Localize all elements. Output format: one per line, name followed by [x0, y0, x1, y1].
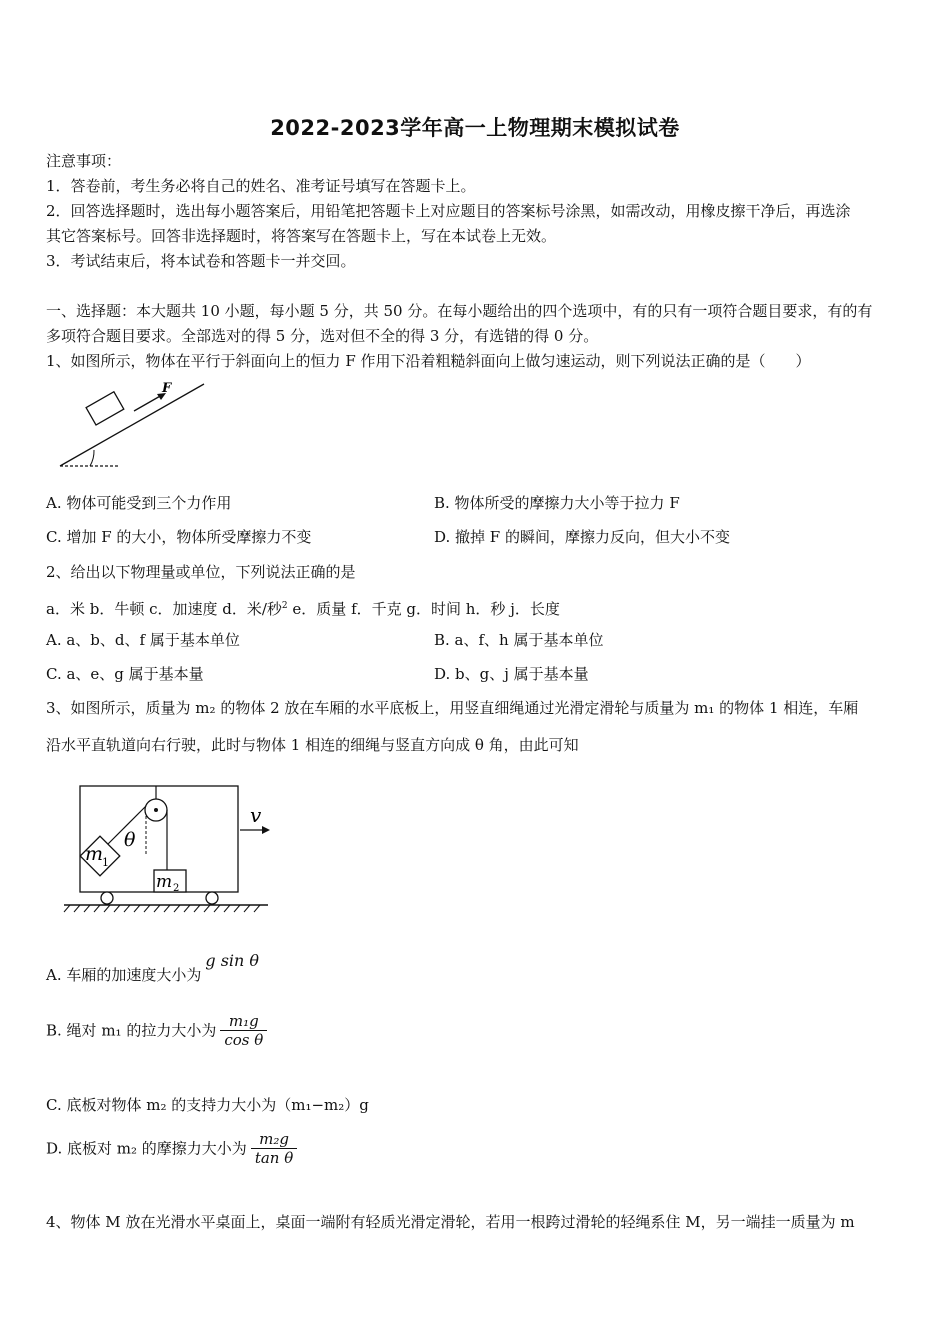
- q4-stem: 4、物体 M 放在光滑水平桌面上，桌面一端附有轻质光滑定滑轮，若用一根跨过滑轮的轻绳系住 M，另一端挂一质量为 m: [46, 1213, 855, 1231]
- q2-option-b[interactable]: B. a、f、h 属于基本单位: [434, 631, 604, 649]
- q3-option-d-fraction: [251, 1130, 297, 1167]
- section-intro-line1: 一、选择题：本大题共 10 小题，每小题 5 分，共 50 分。在每小题给出的四个选项中，有的只有一项符合题目要求，有的有: [46, 302, 873, 320]
- q2-items: [46, 595, 906, 620]
- incline-line: [60, 384, 204, 466]
- q3-stem-line1: 3、如图所示，质量为 m₂ 的物体 2 放在车厢的水平底板上，用竖直细绳通过光滑定滑轮与质量为 m₁ 的物体 1 相连，车厢: [46, 699, 859, 717]
- q2-option-d[interactable]: D. b、g、j 属于基本量: [434, 665, 589, 683]
- notice-heading: 注意事项：: [46, 152, 122, 170]
- m2-subscript: 2: [173, 883, 180, 894]
- q3-option-c[interactable]: C. 底板对物体 m₂ 的支持力大小为（m₁−m₂）g: [46, 1096, 369, 1114]
- q3-option-a-text: A. 车厢的加速度大小为: [46, 966, 202, 984]
- notice-item-3: 3．考试结束后，将本试卷和答题卡一并交回。: [46, 252, 356, 270]
- q2-option-a[interactable]: A. a、b、d、f 属于基本单位: [46, 631, 240, 649]
- q3-option-d[interactable]: [46, 1130, 297, 1167]
- notice-item-1: 1．答卷前，考生务必将自己的姓名、准考证号填写在答题卡上。: [46, 177, 476, 195]
- q3-option-d-numerator: m₂g: [251, 1130, 297, 1149]
- wheel-right: [206, 892, 218, 904]
- q1-option-c[interactable]: C. 增加 F 的大小，物体所受摩擦力不变: [46, 528, 312, 546]
- q3-option-b[interactable]: [46, 1012, 267, 1049]
- q3-option-b-text: B. 绳对 m₁ 的拉力大小为: [46, 1021, 217, 1040]
- q3-stem-line2: 沿水平直轨道向右行驶，此时与物体 1 相连的细绳与竖直方向成 θ 角，由此可知: [46, 736, 579, 754]
- q2-option-c[interactable]: C. a、e、g 属于基本量: [46, 665, 204, 683]
- m1-label: m: [85, 843, 104, 865]
- q3-option-a[interactable]: [46, 950, 259, 986]
- velocity-label: v: [250, 803, 262, 827]
- block-on-incline: [86, 392, 124, 425]
- q1-stem: 1、如图所示，物体在平行于斜面向上的恒力 F 作用下沿着粗糙斜面向上做匀速运动，则下列说法正确的是（ ）: [46, 352, 811, 370]
- q2-items-sup: 2: [281, 601, 288, 611]
- notice-item-2-cont: 其它答案标号。回答非选择题时，将答案写在答题卡上，写在本试卷上无效。: [46, 227, 557, 245]
- q3-option-b-numerator: m₁g: [220, 1012, 267, 1031]
- section-intro-line2: 多项符合题目要求。全部选对的得 5 分，选对但不全的得 3 分，有选错的得 0 分。: [46, 327, 599, 345]
- force-label: F: [162, 381, 172, 396]
- carriage-figure: [60, 782, 275, 914]
- q1-option-a[interactable]: A. 物体可能受到三个力作用: [46, 494, 232, 512]
- incline-figure: [56, 378, 211, 473]
- m1-subscript: 1: [102, 856, 109, 869]
- q2-stem: 2、给出以下物理量或单位，下列说法正确的是: [46, 563, 356, 581]
- ground-hatching: [64, 905, 260, 912]
- q1-option-b[interactable]: B. 物体所受的摩擦力大小等于拉力 F: [434, 494, 680, 512]
- page-title: 2022-2023学年高一上物理期末模拟试卷: [270, 116, 680, 140]
- theta-label: θ: [124, 829, 136, 851]
- q3-option-b-denominator: cos θ: [224, 1031, 264, 1049]
- notice-item-2: 2．回答选择题时，选出每小题答案后，用铅笔把答题卡上对应题目的答案标号涂黑，如需改动，用橡皮擦干净后，再选涂: [46, 202, 851, 220]
- q3-option-d-text: D. 底板对 m₂ 的摩擦力大小为: [46, 1139, 247, 1158]
- q3-option-b-fraction: [220, 1012, 267, 1049]
- wheel-left: [101, 892, 113, 904]
- q1-option-d[interactable]: D. 撤掉 F 的瞬间，摩擦力反向，但大小不变: [434, 528, 730, 546]
- q2-items-part1: a．米 b．牛顿 c．加速度 d．米/秒: [46, 600, 282, 618]
- force-arrow-line: [134, 395, 162, 411]
- q3-option-d-denominator: tan θ: [254, 1149, 294, 1167]
- q2-items-part2: e．质量 f．千克 g．时间 h．秒 j．长度: [287, 600, 560, 618]
- incline-angle-arc: [90, 450, 94, 466]
- velocity-arrow-head: [262, 826, 270, 834]
- q3-option-a-expr: g sin θ: [205, 951, 260, 970]
- m2-label: m: [156, 872, 173, 892]
- pulley-axle: [154, 808, 158, 812]
